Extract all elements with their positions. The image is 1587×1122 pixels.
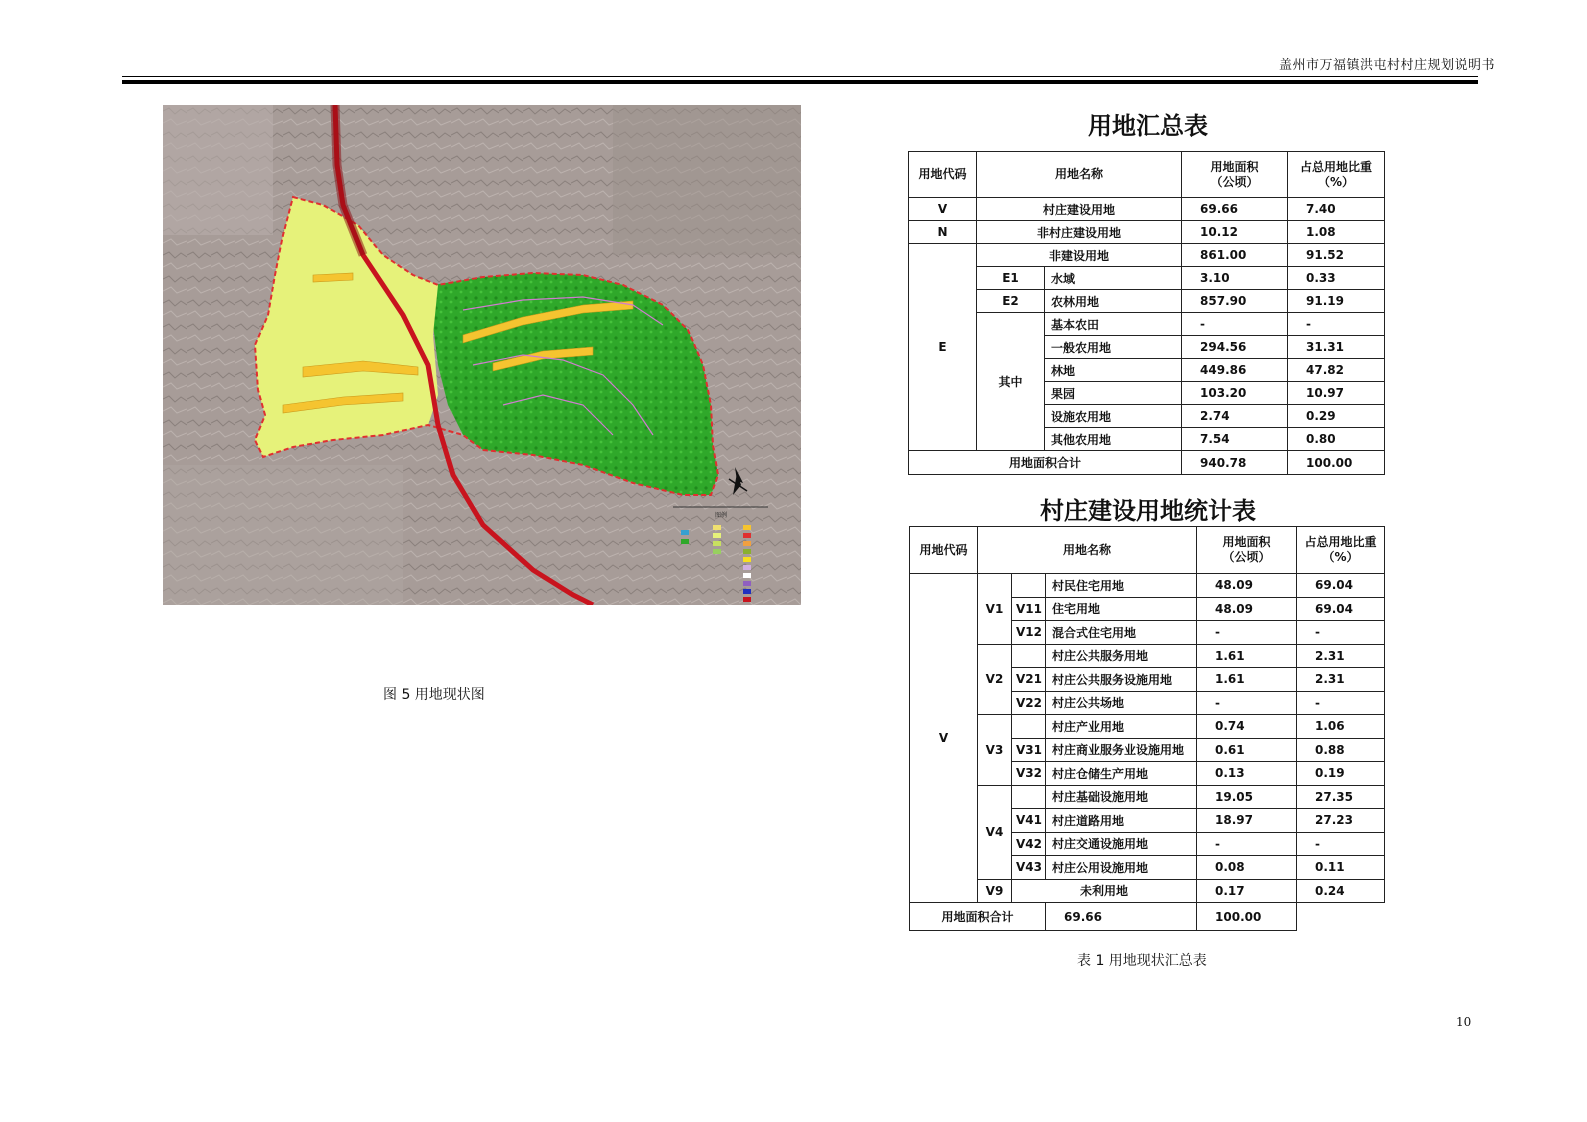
cell-name: 住宅用地 bbox=[1046, 597, 1197, 621]
table-caption: 表 1 用地现状汇总表 bbox=[1077, 953, 1207, 969]
table-row bbox=[910, 715, 1385, 739]
cell-name: 村庄公共场地 bbox=[1046, 691, 1197, 715]
col-header-name: 用地名称 bbox=[977, 152, 1182, 198]
col-header-code: 用地代码 bbox=[909, 152, 977, 198]
cell-area: 48.09 bbox=[1197, 597, 1297, 621]
cell-ratio: 0.11 bbox=[1297, 856, 1385, 880]
table-row bbox=[909, 290, 1385, 313]
cell-area: 294.56 bbox=[1182, 336, 1288, 359]
cell-subcode: V21 bbox=[1012, 668, 1046, 692]
cell-area: 0.74 bbox=[1197, 715, 1297, 739]
table-row bbox=[909, 313, 1385, 336]
cell-ratio: 91.19 bbox=[1288, 290, 1385, 313]
cell-subcode: 其中 bbox=[977, 313, 1045, 451]
cell-ratio: 0.80 bbox=[1288, 428, 1385, 451]
cell-subcode: V41 bbox=[1012, 809, 1046, 833]
cell-name: 村庄交通设施用地 bbox=[1046, 832, 1197, 856]
cell-name: 未利用地 bbox=[1012, 879, 1197, 903]
col-header-code: 用地代码 bbox=[910, 527, 978, 574]
cell-name: 村庄建设用地 bbox=[977, 198, 1182, 221]
cell-code: V bbox=[909, 198, 977, 221]
cell-ratio: 1.08 bbox=[1288, 221, 1385, 244]
cell-ratio: 69.04 bbox=[1297, 574, 1385, 598]
cell-ratio: 27.23 bbox=[1297, 809, 1385, 833]
cell-area: 0.13 bbox=[1197, 762, 1297, 786]
cell-ratio: 10.97 bbox=[1288, 382, 1385, 405]
cell-area: 0.17 bbox=[1197, 879, 1297, 903]
cell-ratio: 0.19 bbox=[1297, 762, 1385, 786]
cell-ratio: 100.00 bbox=[1197, 903, 1297, 931]
cell-code: V bbox=[910, 574, 978, 903]
table-total-row bbox=[910, 903, 1385, 931]
cell-area: 857.90 bbox=[1182, 290, 1288, 313]
cell-total-label: 用地面积合计 bbox=[910, 903, 1046, 931]
cell-area: 449.86 bbox=[1182, 359, 1288, 382]
cell-code: N bbox=[909, 221, 977, 244]
cell-name: 村庄仓储生产用地 bbox=[1046, 762, 1197, 786]
cell-ratio: 100.00 bbox=[1288, 451, 1385, 475]
table-total-row bbox=[909, 451, 1385, 475]
cell-ratio: - bbox=[1288, 313, 1385, 336]
village-construction-table bbox=[909, 526, 1385, 931]
cell-name: 村庄商业服务业设施用地 bbox=[1046, 738, 1197, 762]
cell-subcode: V32 bbox=[1012, 762, 1046, 786]
cell-name: 一般农用地 bbox=[1045, 336, 1182, 359]
cell-name: 农林用地 bbox=[1045, 290, 1182, 313]
doc-title: 盖州市万福镇洪屯村村庄规划说明书 bbox=[1278, 58, 1495, 73]
col-header-ratio: 占总用地比重 （%） bbox=[1297, 527, 1385, 574]
table-row bbox=[910, 644, 1385, 668]
cell-area: 69.66 bbox=[1182, 198, 1288, 221]
cell-area: - bbox=[1197, 832, 1297, 856]
cell-subcode: V43 bbox=[1012, 856, 1046, 880]
table-row bbox=[910, 879, 1385, 903]
cell-area: 10.12 bbox=[1182, 221, 1288, 244]
table-row bbox=[909, 221, 1385, 244]
table-row bbox=[910, 574, 1385, 598]
cell-total-label: 用地面积合计 bbox=[909, 451, 1182, 475]
cell-area: 861.00 bbox=[1182, 244, 1288, 267]
cell-subcode: V12 bbox=[1012, 621, 1046, 645]
cell-ratio: 0.33 bbox=[1288, 267, 1385, 290]
cell-area: 69.66 bbox=[1046, 903, 1197, 931]
cell-ratio: 91.52 bbox=[1288, 244, 1385, 267]
cell-ratio: 7.40 bbox=[1288, 198, 1385, 221]
cell-name: 村民住宅用地 bbox=[1046, 574, 1197, 598]
table-row bbox=[909, 198, 1385, 221]
cell-ratio: 31.31 bbox=[1288, 336, 1385, 359]
page-number: 10 bbox=[1456, 1015, 1472, 1029]
cell-group-code: V3 bbox=[978, 715, 1012, 786]
cell-area: 2.74 bbox=[1182, 405, 1288, 428]
cell-ratio: 2.31 bbox=[1297, 644, 1385, 668]
cell-group-code: V1 bbox=[978, 574, 1012, 645]
table-row bbox=[910, 785, 1385, 809]
cell-name: 村庄产业用地 bbox=[1046, 715, 1197, 739]
cell-area: 7.54 bbox=[1182, 428, 1288, 451]
cell-name: 村庄基础设施用地 bbox=[1046, 785, 1197, 809]
cell-subcode: V22 bbox=[1012, 691, 1046, 715]
cell-subcode: V11 bbox=[1012, 597, 1046, 621]
cell-subcode: E1 bbox=[977, 267, 1045, 290]
cell-name: 果园 bbox=[1045, 382, 1182, 405]
cell-ratio: 0.88 bbox=[1297, 738, 1385, 762]
cell-name: 村庄道路用地 bbox=[1046, 809, 1197, 833]
cell-ratio: - bbox=[1297, 832, 1385, 856]
table-row bbox=[909, 267, 1385, 290]
cell-area: 1.61 bbox=[1197, 668, 1297, 692]
cell-name: 非建设用地 bbox=[977, 244, 1182, 267]
cell-name: 其他农用地 bbox=[1045, 428, 1182, 451]
cell-area: 0.61 bbox=[1197, 738, 1297, 762]
cell-area: 0.08 bbox=[1197, 856, 1297, 880]
cell-name: 林地 bbox=[1045, 359, 1182, 382]
cell-name: 村庄公共服务用地 bbox=[1046, 644, 1197, 668]
cell-name: 设施农用地 bbox=[1045, 405, 1182, 428]
cell-area: 1.61 bbox=[1197, 644, 1297, 668]
cell-group-code: V9 bbox=[978, 879, 1012, 903]
table1-heading: 用地汇总表 bbox=[1088, 112, 1208, 140]
table2-heading: 村庄建设用地统计表 bbox=[1040, 497, 1256, 525]
cell-ratio: 0.29 bbox=[1288, 405, 1385, 428]
cell-area: 103.20 bbox=[1182, 382, 1288, 405]
cell-ratio: - bbox=[1297, 621, 1385, 645]
col-header-ratio: 占总用地比重 （%） bbox=[1288, 152, 1385, 198]
cell-ratio: 69.04 bbox=[1297, 597, 1385, 621]
cell-ratio: 0.24 bbox=[1297, 879, 1385, 903]
cell-ratio: 1.06 bbox=[1297, 715, 1385, 739]
cell-name: 水域 bbox=[1045, 267, 1182, 290]
land-use-map bbox=[163, 105, 801, 605]
cell-area: 48.09 bbox=[1197, 574, 1297, 598]
cell-subcode: V31 bbox=[1012, 738, 1046, 762]
col-header-name: 用地名称 bbox=[978, 527, 1197, 574]
cell-area: - bbox=[1197, 691, 1297, 715]
table-row bbox=[909, 244, 1385, 267]
map-caption: 图 5 用地现状图 bbox=[383, 687, 485, 703]
cell-name: 村庄公共服务设施用地 bbox=[1046, 668, 1197, 692]
col-header-area: 用地面积 （公顷） bbox=[1182, 152, 1288, 198]
cell-area: 18.97 bbox=[1197, 809, 1297, 833]
cell-area: 19.05 bbox=[1197, 785, 1297, 809]
cell-area: 940.78 bbox=[1182, 451, 1288, 475]
cell-group-code: V4 bbox=[978, 785, 1012, 879]
cell-name: 混合式住宅用地 bbox=[1046, 621, 1197, 645]
cell-name: 基本农田 bbox=[1045, 313, 1182, 336]
cell-area: - bbox=[1197, 621, 1297, 645]
cell-ratio: 2.31 bbox=[1297, 668, 1385, 692]
cell-subcode: E2 bbox=[977, 290, 1045, 313]
cell-area: 3.10 bbox=[1182, 267, 1288, 290]
cell-ratio: 47.82 bbox=[1288, 359, 1385, 382]
cell-code: E bbox=[909, 244, 977, 451]
header-rule-thick bbox=[122, 80, 1478, 84]
cell-ratio: - bbox=[1297, 691, 1385, 715]
col-header-area: 用地面积 （公顷） bbox=[1197, 527, 1297, 574]
svg-text:图例: 图例 bbox=[715, 512, 728, 519]
header-rule-thin bbox=[122, 76, 1478, 77]
cell-subcode: V42 bbox=[1012, 832, 1046, 856]
land-summary-table bbox=[908, 151, 1385, 475]
cell-name: 村庄公用设施用地 bbox=[1046, 856, 1197, 880]
cell-area: - bbox=[1182, 313, 1288, 336]
land-use-map-graphic bbox=[163, 105, 801, 605]
cell-ratio: 27.35 bbox=[1297, 785, 1385, 809]
cell-group-code: V2 bbox=[978, 644, 1012, 715]
cell-name: 非村庄建设用地 bbox=[977, 221, 1182, 244]
